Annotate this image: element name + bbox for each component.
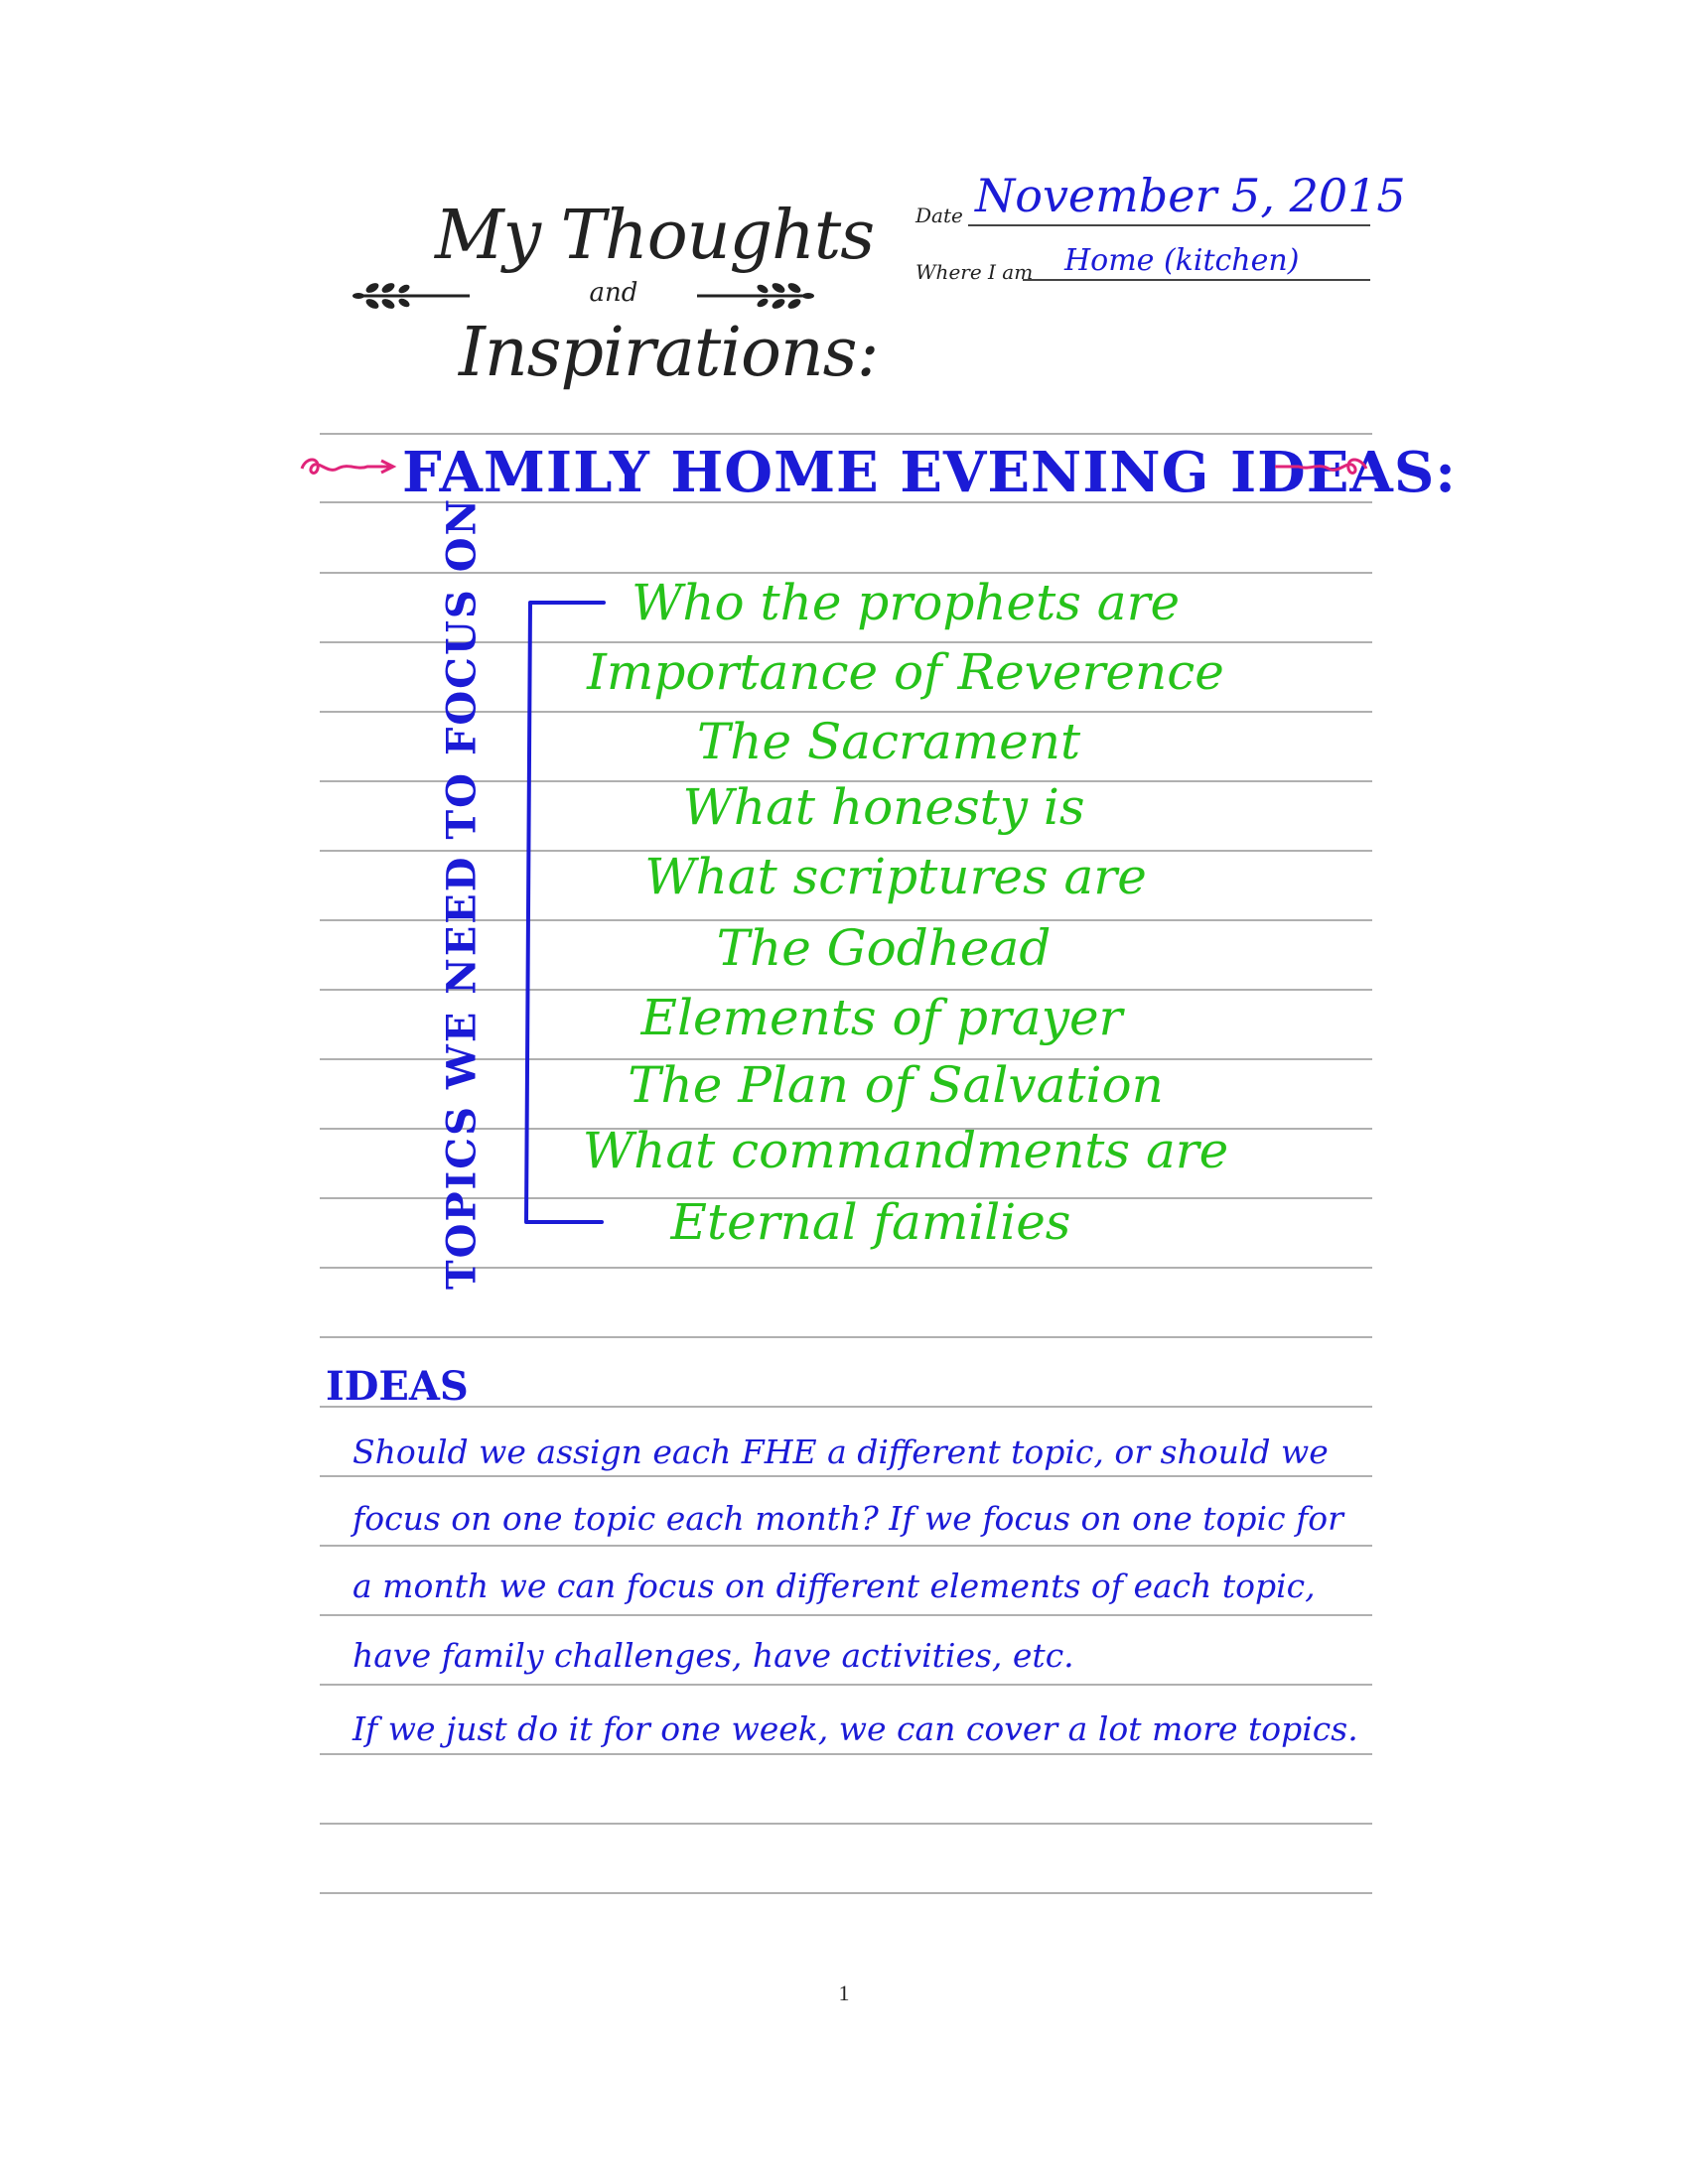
rule-line	[320, 1336, 1372, 1338]
logo-my-thoughts: My Thoughts	[435, 197, 875, 275]
logo-and: and	[589, 278, 638, 308]
date-underline	[968, 224, 1370, 226]
topic-item: Importance of Reverence	[587, 643, 1224, 701]
right-sprig-icon	[695, 276, 814, 316]
topic-item: The Plan of Salvation	[628, 1056, 1164, 1114]
topic-item: Eternal families	[670, 1193, 1071, 1251]
rule-line	[320, 1684, 1372, 1686]
rule-line	[320, 433, 1372, 435]
where-value: Home (kitchen)	[1064, 243, 1300, 278]
idea-line: have family challenges, have activities, etc.	[352, 1636, 1074, 1675]
date-value: November 5, 2015	[975, 169, 1406, 222]
topic-item: What commandments are	[582, 1122, 1229, 1179]
left-sprig-icon	[352, 276, 472, 316]
page-title: FAMILY HOME EVENING IDEAS:	[402, 440, 1457, 505]
rule-line	[320, 1823, 1372, 1825]
right-flourish-icon	[1271, 453, 1370, 482]
topic-item: What scriptures are	[644, 848, 1147, 905]
where-underline	[1023, 279, 1370, 281]
idea-line: Should we assign each FHE a different topic, or should we	[352, 1433, 1329, 1471]
logo-inspirations: Inspirations:	[459, 314, 879, 392]
idea-line: focus on one topic each month? If we focus on one topic for	[352, 1499, 1343, 1538]
topic-item: The Godhead	[716, 919, 1052, 977]
where-label: Where I am	[915, 260, 1034, 284]
rule-line	[320, 1406, 1372, 1408]
rule-line	[320, 1475, 1372, 1477]
topic-item: The Sacrament	[696, 713, 1081, 770]
idea-line: If we just do it for one week, we can cover a lot more topics.	[352, 1709, 1358, 1748]
topic-item: Who the prophets are	[631, 574, 1181, 631]
idea-line: a month we can focus on different elements of each topic,	[352, 1567, 1316, 1605]
rule-line	[320, 1545, 1372, 1547]
page-number: 1	[838, 1980, 850, 2005]
topic-item: Elements of prayer	[640, 989, 1123, 1046]
rule-line	[320, 1753, 1372, 1755]
date-label: Date	[915, 204, 963, 227]
ideas-heading: IDEAS	[326, 1363, 469, 1410]
left-flourish-icon	[298, 453, 397, 482]
topic-item: What honesty is	[682, 778, 1085, 836]
rule-line	[320, 1892, 1372, 1894]
rule-line	[320, 1614, 1372, 1616]
